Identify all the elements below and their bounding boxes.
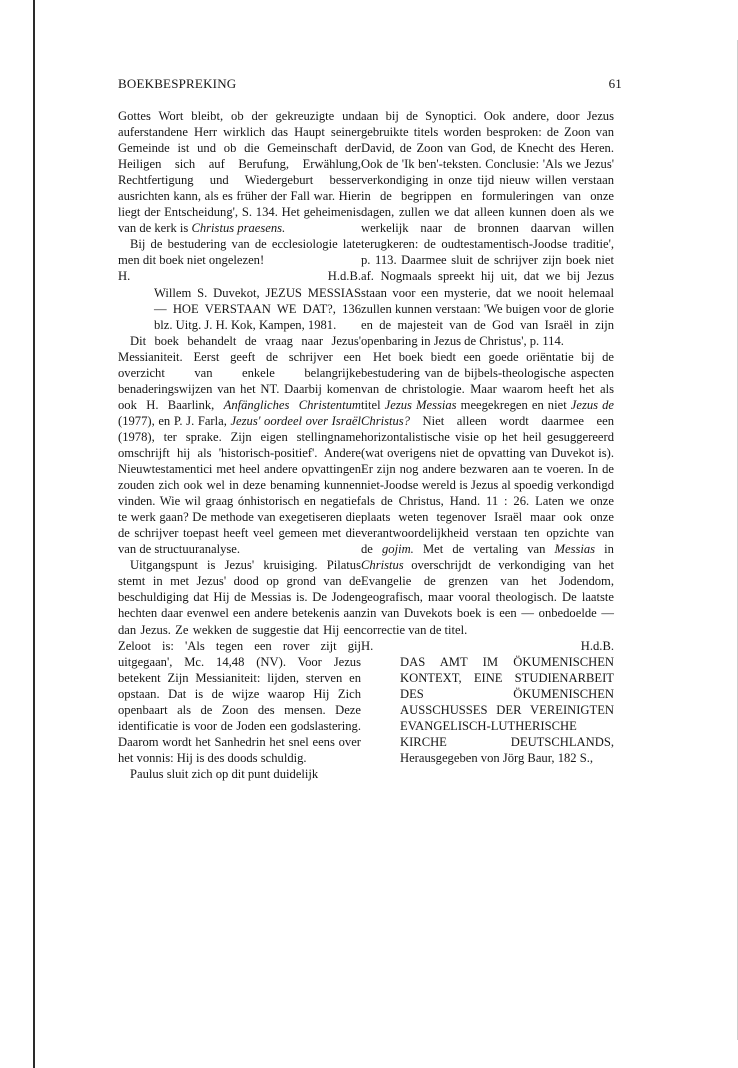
paragraph: Dit boek behandelt de vraag naar Jezus' Messianiteit. Eerst geeft de schrijver een overzicht van enkele belangrijke benaderingswijzen van het NT. Daarbij komen ook H. Baarlink, Anfängliches Christentum (1977), en P. J. Farla, Jezus' oordeel over Israël (1978), ter sprake. Zijn eigen stellingname omschrijft hij als 'historisch-positief'. Andere Nieuwtestamentici met heel andere opvattingen zouden zich ook wel in deze benaming kunnen vinden. Wie wil graag ónhistorisch en negatief te werk gaan? De methode van exegetiseren die de schrijver toepast heeft veel gemeen met die van de structuuranalyse. bbox=[118, 333, 361, 557]
running-head bbox=[118, 76, 622, 92]
review-signature: H. H.d.B. bbox=[118, 269, 361, 284]
paragraph: Paulus sluit zich op dit punt duidelijk bbox=[130, 766, 319, 781]
paragraph: aan bij de Synoptici. Ook andere, door Jezus gebruikte titels worden besproken: de Zoon van David, de Zoon van God, de Knecht des Heren. Ook de 'Ik ben'-teksten. Conclusie: 'Als we Jezus' verkondiging in onze tijd nieuw willen verstaan in de begrippen en formuleringen van onze dagen, zullen we dat alleen kunnen doen als we werkelijk naar de bronnen daarvan willen terugkeren: de oudtestamentisch-Joodse traditie', p. 113. Daarmee sluit de schrijver zijn boek niet af. Nogmaals spreekt hij uit, dat we bij Jezus staan voor een mysterie, dat we nooit helemaal zullen kunnen verstaan: 'We buigen voor de glorie en de majesteit van de God van Israël in zijn openbaring in Jezus de Christus', p. 114. bbox=[361, 109, 614, 348]
scan-edge-line bbox=[33, 0, 35, 1068]
paragraph: Uitgangspunt is Jezus' kruisiging. Pilatus stemt in met Jezus' dood op grond van de beschuldiging dat Hij de Messias is. De Joden hechten daar evenwel een andere betekenis aan dan Jezus. Ze wekken de suggestie dat Hij een Zeloot is: 'Als tegen een rover zijt gij uitgegaan', Mc. 14,48 (NV). Voor Jezus betekent Zijn Messianiteit: lijden, sterven en opstaan. Dat is de wijze waarop Hij Zich openbaart als de Zoon des mensen. Deze identificatie is voor de Joden een godslastering. Daarom wordt het Sanhedrin het snel eens over het vonnis: Hij is des doods schuldig. bbox=[118, 558, 361, 765]
paragraph: Het boek biedt een goede oriëntatie bij de bestudering van de bijbels-theologische aspecten van de christologie. Maar waarom heeft het als titel Jezus Messias meegekregen en niet Jezus de Christus? Niet alleen wordt daarmee een horizontalistische visie op het heil gesuggereerd (wat overigens niet de opvatting van Duvekot is). Er zijn nog andere bezwaren aan te voeren. In de niet-Joodse wereld is Jezus al spoedig verkondigd als de Christus, Hand. 11 : 26. Laten we onze plaats weten tegenover Israël maar ook onze verantwoordelijkheid verstaan ten opzichte van de gojim. Met de vertaling van Messias in Christus overschrijdt de verkondiging van het Evangelie de grenzen van het Jodendom, geografisch, maar vooral theologisch. De laatste zin van Duvekots boek is een — onbedoelde — correctie van de titel. bbox=[361, 349, 614, 637]
paragraph: Bij de bestudering van de ecclesiologie late men dit boek niet ongelezen! bbox=[118, 237, 361, 268]
section-title: BOEKBESPREKING bbox=[118, 76, 237, 91]
page-number: 61 bbox=[608, 76, 622, 91]
bibliographic-entry: Willem S. Duvekot, JEZUS MESSIAS — HOE VERSTAAN WE DAT?, 136 blz. Uitg. J. H. Kok, Kampen, 1981. bbox=[154, 285, 361, 332]
right-column bbox=[361, 108, 614, 766]
paragraph: Gottes Wort bleibt, ob der gekreuzigte und auferstandene Herr wirklich das Haupt seiner Gemeinde ist und ob die Gemeinschaft der Heiligen sich auf Berufung, Erwählung, Rechtfertigung und Wiedergeburt besser ausrichten kann, als es früher der Fall war. Hier liegt der Entscheidung', S. 134. Het geheimenis van de kerk is Christus praesens. bbox=[118, 109, 361, 236]
review-signature: H. H.d.B. bbox=[361, 638, 614, 653]
left-column bbox=[118, 108, 361, 782]
bibliographic-entry: DAS AMT IM ÖKUMENISCHEN KONTEXT, EINE STUDIENARBEIT DES ÖKUMENISCHEN AUSSCHUSSES DER VEREINIGTEN EVANGELISCH-LUTHERISCHE KIRCHE DEUTSCHLANDS, Herausgegeben von Jörg Baur, 182 S., bbox=[400, 654, 614, 765]
